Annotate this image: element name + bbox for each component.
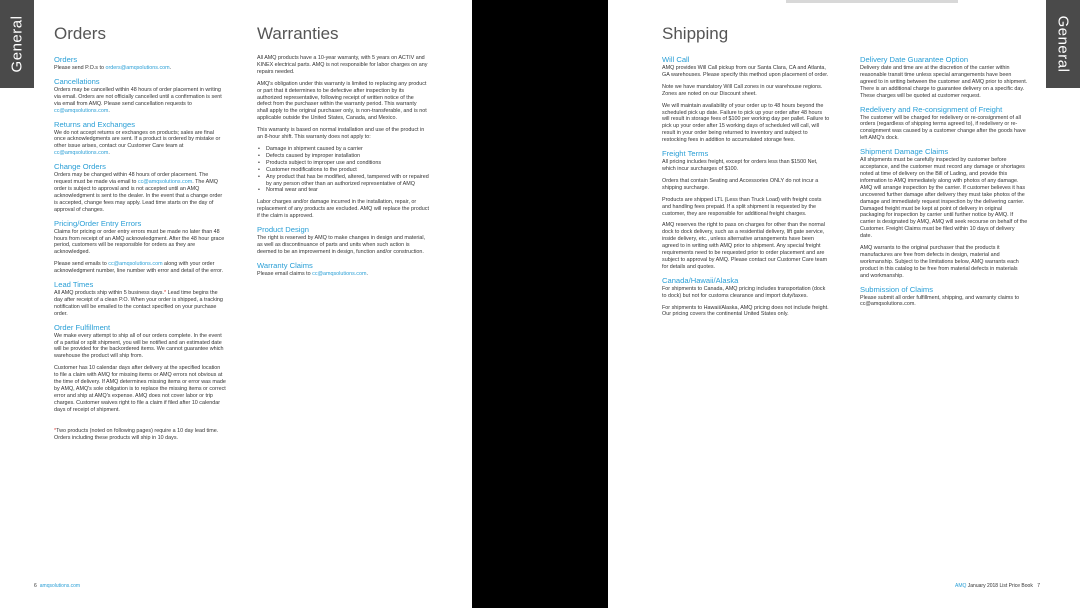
- freight-terms-text-4: AMQ reserves the right to pass on charges for other than the normal dock to dock delivery, such as a residential delivery, lift gate service, inside delivery, etc., unless alternative arrangements have been agreed to in writing with AMQ prior to shipment. Any special freight requirements need to be requested prior to order placement and are subject to approval by AMQ. Please contact our Customer Care team for details and quotes.: [662, 222, 828, 270]
- orders-email-link[interactable]: orders@amqsolutions.com: [105, 65, 170, 71]
- damage-claims-heading: Shipment Damage Claims: [860, 147, 949, 157]
- warranty-text-3: This warranty is based on normal installation and use of the product in an 8-hour shift. This warranty does not apply to:: [257, 127, 425, 141]
- warranty-text-4: Labor charges and/or damage incurred in the installation, repair, or replacement of any products are excluded. AMQ will replace the product if the claim is approved.: [257, 199, 429, 220]
- list-item: • Normal wear and tear: [266, 187, 429, 194]
- returns-heading: Returns and Exchanges: [54, 119, 136, 129]
- shipping-title: Shipping: [662, 24, 729, 43]
- warranty-text-2: AMQ's obligation under this warranty is limited to replacing any product or part that it determines to be defective after inspection by its authorized representative, following receipt of written notice of the defect from the purchaser within the warranty period. This warranty shall apply to the original purchaser only, is non-transferable, and is not applicable outside the United States, Canada, and Mexico.: [257, 80, 427, 122]
- cancellations-text: Orders may be cancelled within 48 hours of order placement in writing via email. Orders are not officially cancelled until a confirmation is sent via email from AMQ. Please send cancellation requests to cc@amqsolutions.com.: [54, 86, 222, 114]
- lead-times-heading: Lead Times: [54, 280, 94, 290]
- submission-claims-heading: Submission of Claims: [860, 284, 934, 294]
- lead-times-text: All AMQ products ship within 5 business days.* Lead time begins the day after receipt of a clean P.O. When your order is shipped, a tracking notification will be emailed to the contact specified on your purchase order.: [54, 290, 223, 317]
- lead-time-asterisk: *: [163, 290, 167, 297]
- returns-email-link[interactable]: cc@amqsolutions.com: [54, 150, 109, 157]
- canada-text: For shipments to Canada, AMQ pricing includes transportation (dock to dock) but not for customs clearance and import duty/taxes.: [662, 285, 826, 299]
- page-number: 7: [1037, 583, 1040, 589]
- orders-column: [54, 55, 226, 446]
- website-link[interactable]: amqsolutions.com: [39, 583, 81, 589]
- redelivery-heading: Redelivery and Re-consignment of Freight: [860, 104, 1003, 114]
- orders-title: Orders: [54, 24, 106, 43]
- warranties-title: Warranties: [257, 24, 339, 43]
- order-fulfillment-heading: Order Fulfillment: [54, 322, 111, 332]
- orders-heading: Orders: [54, 55, 78, 64]
- product-design-heading: Product Design: [257, 225, 309, 235]
- submission-claims-text: Please submit all order fulfillment, shipping, and warranty claims to cc@amqsolutions.com.: [860, 294, 1020, 308]
- pricing-errors-text-2: Please send emails to cc@amqsolutions.com along with your order acknowledgment number, line number with error and detail of the error.: [54, 261, 223, 275]
- page-number: 6: [34, 583, 37, 589]
- left-page: [0, 0, 472, 608]
- hawaii-alaska-text: For shipments to Hawaii/Alaska, AMQ pricing does not include freight. Our pricing covers the continental United States only.: [662, 304, 829, 318]
- top-edge-bar: [786, 0, 958, 3]
- returns-text: We do not accept returns or exchanges on products; sales are final once acknowledgments are sent. If a product is ordered by mistake or other issue arises, contact our Customer Care team at cc@amqsolutions.com.: [54, 129, 221, 157]
- change-orders-text: Orders may be changed within 48 hours of order placement. The request must be made via email to cc@amqsolutions.com. The AMQ order is subject to approval and is not accepted until an AMQ acknowledgment is sent to the dealer. In the event that a change order is accepted, change fees may apply. Lead time starts on the day of approval of changes.: [54, 172, 223, 213]
- list-item: • Customer modifications to the product: [266, 167, 429, 174]
- footer-text: January 2018 List Price Book: [966, 583, 1033, 589]
- warranty-exclusions-list: [257, 146, 429, 194]
- right-page: [608, 0, 1080, 608]
- damage-claims-text-1: All shipments must be carefully inspected by customer before acceptance, and the customer must record any damage or shortages noted at time of delivery on the Bill of Lading, and provide this information to AMQ immediately along with photos of any damage. AMQ will arrange inspection by the carrier. If customer believes it has uncovered further damage after delivery they must take photos of the damage and immediately request inspection by the delivering carrier. Damaged freight must be kept at point of delivery in original packaging for inspection by carrier until further notice by AMQ. If carrier is designated by AMQ, AMQ will seek recourse on behalf of the Customer. Freight Claims must be filed within 10 days of delivery date.: [860, 157, 1028, 240]
- pricing-errors-heading: Pricing/Order Entry Errors: [54, 218, 142, 228]
- product-design-text: The right is reserved by AMQ to make changes in design and material, as well as discontinuance of parts and units when such action is deemed to be an improvement in design, function and/or construction.: [257, 235, 426, 255]
- cancellations-email-link[interactable]: cc@amqsolutions.com: [54, 107, 109, 114]
- will-call-text-3: We will maintain availability of your order up to 48 hours beyond the scheduled pick up date. Failure to pick up your order after 48 hours will result in storage fees of $100 per working day per pallet. Failure to pick up your order after 15 working days of scheduled will call, will result in your order being returned to inventory and subject to restocking fees in addition to accumulated storage fees.: [662, 102, 830, 144]
- section-tab-right: [1046, 0, 1080, 88]
- cancellations-heading: Cancellations: [54, 76, 100, 86]
- orders-text: Please send P.O.s to orders@amqsolutions.com.: [54, 65, 172, 71]
- list-item: • Any product that has be modified, altered, tampered with or repaired by any person other than an authorized representative of AMQ: [266, 174, 429, 188]
- freight-terms-text-2: Orders that contain Seating and Accessories ONLY do not incur a shipping surcharge.: [662, 177, 819, 191]
- warranty-text-1: All AMQ products have a 10-year warranty, with 5 years on ACTIV and KINEX electrical parts. AMQ is not responsible for labor charges on any repairs needed.: [257, 55, 428, 75]
- section-tab-left: [0, 0, 34, 88]
- canada-hawaii-alaska-heading: Canada/Hawaii/Alaska: [662, 275, 739, 285]
- warranty-claims-email-link[interactable]: cc@amqsolutions.com: [312, 270, 367, 277]
- lead-time-footnote: *Two products (noted on following pages) require a 10 day lead time. Orders including these products will ship in 10 days.: [54, 427, 219, 441]
- section-tab-label: General: [1054, 15, 1072, 73]
- freight-terms-heading: Freight Terms: [662, 149, 709, 159]
- delivery-guarantee-text: Delivery date and time are at the discretion of the carrier within reasonable transit time unless special arrangements have been agreed to in writing between the customer and AMQ prior to shipment. There is an additional charge to guarantee delivery on a specific day. These charges will be quoted at customer request.: [860, 65, 1028, 99]
- warranties-column: [257, 55, 429, 283]
- freight-terms-text-3: Products are shipped LTL (Less than Truck Load) with freight costs and handling fees prepaid. If a split shipment is requested by the customer, they are responsible for additional freight charges.: [662, 196, 822, 217]
- delivery-guarantee-heading: Delivery Date Guarantee Option: [860, 55, 969, 64]
- will-call-text-1: AMQ provides Will Call pickup from our Santa Clara, CA and Atlanta, GA warehouses. Please specify this method upon placement of order.: [662, 65, 829, 78]
- pricing-errors-text-1: Claims for pricing or order entry errors must be made no later than 48 hours from receipt of an AMQ acknowledgment. After the 48 hour grace period, customers will be responsible for orders as they are acknowledged.: [54, 228, 225, 256]
- list-item: • Damage in shipment caused by a carrier: [266, 146, 429, 153]
- warranty-claims-text: Please email claims to cc@amqsolutions.com.: [257, 270, 368, 277]
- brand-name: AMQ: [955, 583, 967, 589]
- list-item: • Products subject to improper use and conditions: [266, 160, 429, 167]
- damage-claims-text-2: AMQ warrants to the original purchaser that the products it manufactures are free from defects in design, material and workmanship. Subject to the limitations below, AMQ warrants each product in this catalog to be free from material defects in materials and workmanship.: [860, 245, 1019, 279]
- change-orders-heading: Change Orders: [54, 162, 106, 172]
- left-page-footer: [34, 583, 80, 589]
- section-tab-label: General: [8, 15, 26, 73]
- will-call-text-2: Note we have mandatory Will Call zones in our warehouse regions. Zones are noted on our Discount sheet.: [662, 83, 823, 97]
- right-page-footer: [955, 583, 1040, 589]
- redelivery-text: The customer will be charged for redelivery or re-consignment of all orders (regardless of shipping terms agreed to), if redelivery or re-consignment was caused by a customer change after the goods have left AMQ's dock.: [860, 114, 1026, 142]
- order-fulfillment-text-1: We make every attempt to ship all of our orders complete. In the event of a partial or split shipment, you will be notified and an estimated date will be provided for the backordered items. We cannot guarantee which warehouse the product will ship from.: [54, 332, 224, 360]
- shipping-column-1: [662, 55, 830, 323]
- freight-terms-text-1: All pricing includes freight, except for orders less than $1500 Net, which incur surcharges of $100.: [662, 159, 818, 172]
- pricing-email-link[interactable]: cc@amqsolutions.com: [108, 261, 163, 268]
- will-call-heading: Will Call: [662, 55, 690, 64]
- list-item: • Defects caused by improper installation: [266, 153, 429, 160]
- page-spread-gap: [472, 0, 608, 608]
- shipping-column-2: [860, 55, 1028, 313]
- order-fulfillment-text-2: Customer has 10 calendar days after delivery at the specified location to file a claim with AMQ for missing items or AMQ errors not obvious at the time of delivery. If AMQ determines missing items or error was made by AMQ, AMQ's sole obligation is to replace the missing items or correct error and ship at AMQ's expense. AMQ does not cover labor or trip charges. Customer waives right to file a claim if filed after 10 calendar days of receipt of shipment.: [54, 365, 226, 413]
- warranty-claims-heading: Warranty Claims: [257, 260, 313, 270]
- change-orders-email-link[interactable]: cc@amqsolutions.com: [137, 179, 193, 186]
